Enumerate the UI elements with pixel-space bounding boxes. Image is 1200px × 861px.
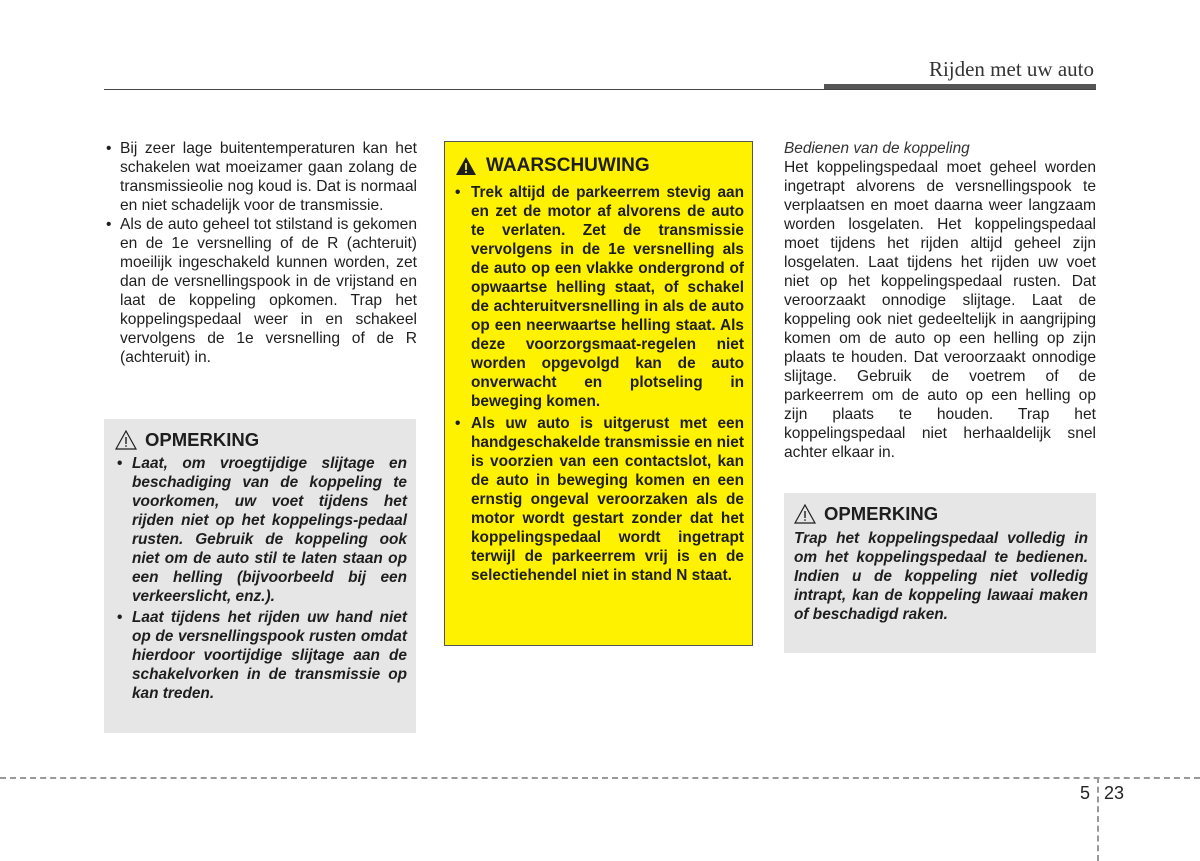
bullet-item: • Als de auto geheel tot stilstand is gekomen en de 1e versnelling of de R (achteruit) moeilijk ingeschakeld kunnen worden, zet dan de versnellingspook in de vrijstand en laat de koppeling opkomen. Trap het koppelingspedaal weer in en schakeel vervolgens de 1e versnelling of de R (achteruit) in. — [104, 215, 417, 367]
warning-box — [444, 141, 753, 646]
left-bullet-list — [104, 139, 417, 367]
right-note-heading — [794, 503, 1088, 525]
left-column — [104, 139, 417, 367]
warning-item: • Trek altijd de parkeerrem stevig aan en zet de motor af alvorens de auto te verlaten. Zet de transmissie vervolgens in de 1e versnelling als de auto op een vlakke ondergrond of opwaartse helling staat, of schakel de achteruitversnelling in als de auto op een neerwaartse helling staat. Als deze voorzorgsmaat-regelen niet worden opgevolgd kan de auto onverwacht en plotseling in beweging komen. — [455, 183, 744, 411]
page-number: 23 — [1104, 783, 1125, 803]
right-column — [784, 139, 1096, 462]
section-subheading: Bedienen van de koppeling — [784, 140, 970, 157]
warning-list — [455, 183, 744, 585]
warning-heading — [455, 154, 744, 178]
chapter-number: 5 — [1080, 783, 1091, 803]
warning-triangle-icon — [455, 156, 477, 176]
warning-item: • Als uw auto is uitgerust met een handgeschakelde transmissie en niet is voorzien van een contactslot, kan de auto in beweging komen en een ernstig ongeval veroorzaken als de motor wordt gestart zonder dat het koppelingspedaal wordt ingetrapt terwijl de parkeerrem vrij is en de selectiehendel niet in stand N staat. — [455, 414, 744, 585]
section-paragraph: Het koppelingspedaal moet geheel worden ingetrapt alvorens de versnellingspook te verplaatsen en moet daarna weer langzaam worden losgelaten. Het koppelingspedaal moet tijdens het rijden altijd geheel zijn losgelaten. Laat tijdens het rijden uw voet niet op het koppelingspedaal rusten. Dat veroorzaakt onnodige slijtage. Laat de koppeling ook niet gedeeltelijk in aangrijping komen om de auto op een helling op zijn plaats te houden. Dat veroorzaakt onnodige slijtage. Gebruik de voetrem of de parkeerrem om de auto op een helling op zijn plaats te houden. Trap het koppelingspedaal niet herhaaldelijk snel achter elkaar in. — [784, 159, 1096, 461]
note-item: • Laat, om vroegtijdige slijtage en beschadiging van de koppeling te voorkomen, uw voet tijdens het rijden niet op het koppelings-pedaal rusten. Gebruik de koppeling ook niet om de auto stil te laten staan op een helling (bijvoorbeeld bij een verkeerslicht, enz.). — [115, 454, 407, 606]
bullet-item: • Bij zeer lage buitentemperaturen kan het schakelen wat moeizamer gaan zolang de transmissieolie nog koud is. Dat is normaal en niet schadelijk voor de transmissie. — [104, 139, 417, 215]
caution-triangle-icon — [794, 504, 816, 524]
right-note-body: Trap het koppelingspedaal volledig in om het koppelingspedaal te bedienen. Indien u de koppeling niet volledig intrapt, kan de koppeling lawaai maken of beschadigd raken. — [794, 530, 1088, 623]
note-item: • Laat tijdens het rijden uw hand niet op de versnellingspook rusten omdat hierdoor voortijdige slijtage aan de schakelvorken in de transmissie op kan treden. — [115, 608, 407, 703]
footer-rule — [0, 777, 1200, 779]
header-rule — [104, 89, 1096, 90]
right-note-heading-text: OPMERKING — [824, 503, 939, 524]
right-note-box — [784, 493, 1096, 653]
left-note-box — [104, 419, 416, 733]
left-note-heading-text: OPMERKING — [145, 429, 260, 450]
caution-triangle-icon — [115, 430, 137, 450]
footer-divider — [1097, 777, 1099, 861]
left-note-heading — [115, 429, 407, 451]
page-header-title: Rijden met uw auto — [928, 57, 1094, 81]
warning-heading-text: WAARSCHUWING — [486, 155, 650, 176]
left-note-body — [115, 454, 407, 703]
